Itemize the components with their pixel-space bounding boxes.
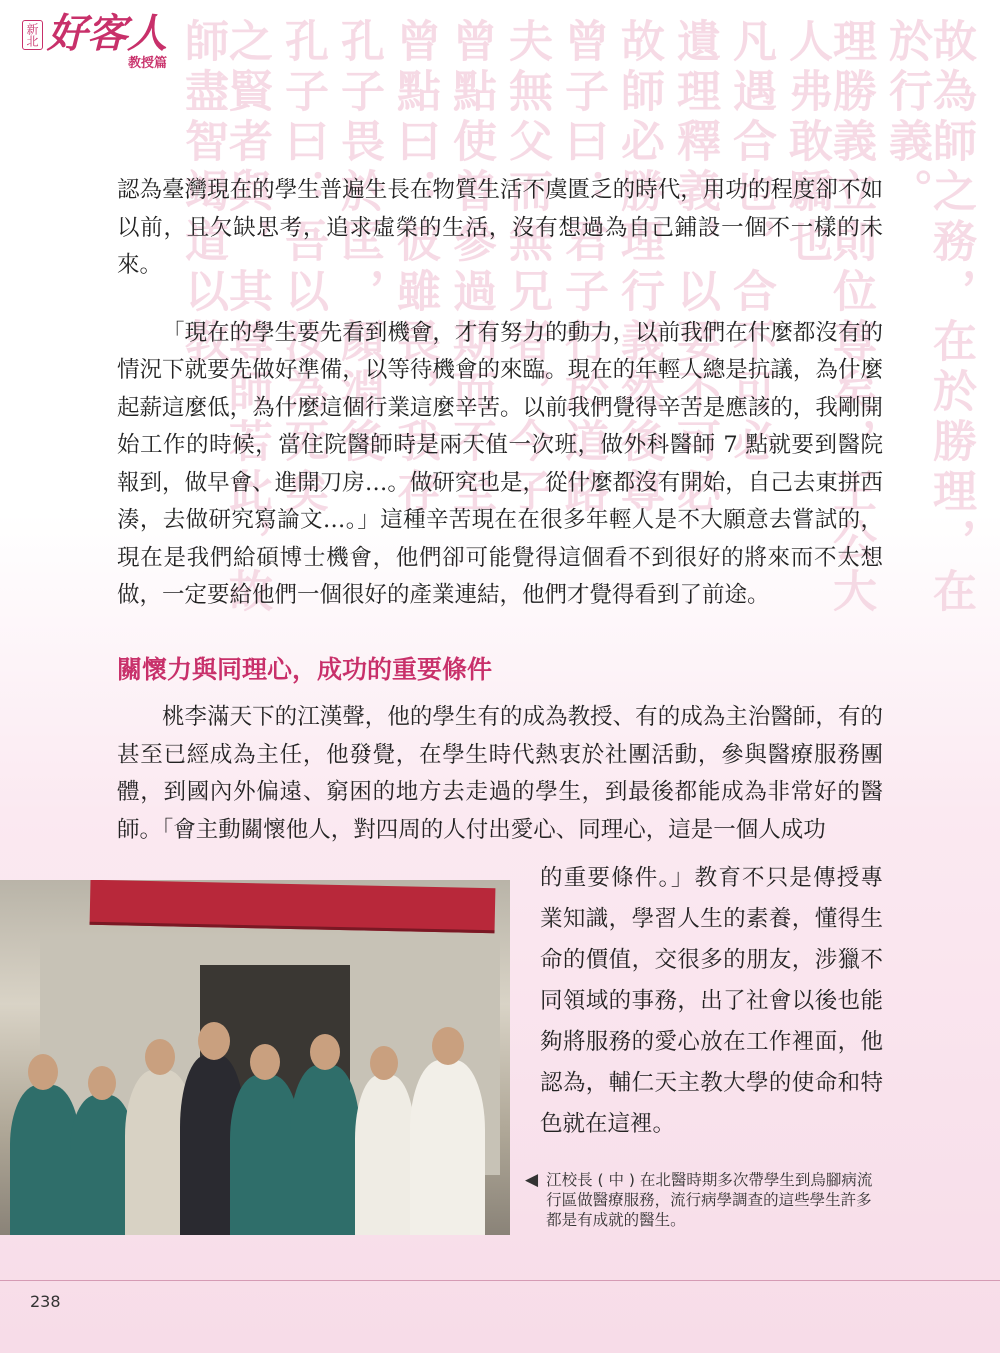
masthead-logo [22, 10, 167, 71]
masthead-section: 教授篇 [127, 56, 167, 71]
paragraph-2: 「現在的學生要先看到機會，才有努力的動力，以前我們在什麼都沒有的情況下就要先做好準備，以等待機會的來臨。現在的年輕人總是抗議，為什麼起薪這麼低，為什麼這個行業這麼辛苦。以前我們覺得辛苦是應該的，我剛開始工作的時候，當住院醫師時是兩天值一次班，做外科醫師 7 點就要到醫院報到，做早會、進開刀房…。做研究也是，從什麼都沒有開始，自己去東拼西湊，去做研究寫論文…。」這種辛苦現在在很多年輕人是不大願意去嘗試的，現在是我們給碩博士機會，他們卻可能覺得這個看不到很好的將來而不太想做，一定要給他們一個很好的產業連結，他們才覺得看到了前途。 [117, 319, 883, 608]
article-body-2 [117, 699, 883, 849]
group-photo [0, 880, 510, 1235]
article-body [117, 172, 883, 615]
watermark-column: 故師必勝理行義然後尊 [613, 18, 664, 518]
watermark-column: 遺理釋義，以要不可必 [669, 18, 720, 518]
watermark-column: 曾點曰：彼雖畏，我存 [389, 18, 440, 518]
footer-divider [0, 1280, 1000, 1281]
paragraph-3: 桃李滿天下的江漢聲，他的學生有的成為教授、有的成為主治醫師，有的甚至已經成為主任，他發覺，在學生時代熱衷於社團活動，參與醫療服務團體，到國內外偏遠、窮困的地方去走過的學生，到最後都能成為非常好的醫師。「會主動關懷他人，對四周的人付出愛心、同理心，這是一個人成功 [117, 704, 883, 843]
watermark-column: 曾點使曾參過期而不至 [445, 18, 496, 518]
watermark-column: 曾子曰：君子行於道路 [557, 18, 608, 518]
caption-text: 江校長 ( 中 ) 在北醫時期多次帶學生到烏腳病流行區做醫療服務，流行病學調查的這些學生許多都是有成就的醫生。 [546, 1171, 873, 1229]
watermark-column: 理勝義立則位尊矣，王公大人弗敢驕也 [781, 18, 876, 618]
watermark-column: 夫無父而無兄者，今子 [501, 18, 552, 518]
photo-people [0, 1005, 510, 1235]
masthead-title: 好客人 [47, 10, 167, 57]
paragraph-1: 認為臺灣現在的學生普遍生長在物質生活不虞匱乏的時代，用功的程度卻不如以前，且欠缺思考，追求虛榮的生活，沒有想過為自己鋪設一個不一樣的未來。 [117, 177, 883, 278]
watermark-column: 故為師之務，在於勝理，在於行義。 [881, 18, 976, 618]
photo-caption [525, 1170, 885, 1230]
watermark-column: 凡遇合也，合不可必 [725, 18, 776, 468]
watermark-column: 孔子曰：吾以汝為死矣 [277, 18, 328, 518]
section-heading: 關懷力與同理心，成功的重要條件 [117, 655, 493, 684]
watermark-column: 孔子畏於匡，顏淵後 [333, 18, 384, 468]
page-number: 238 [30, 1292, 61, 1311]
masthead-sub: 新北 [22, 20, 43, 50]
paragraph-3-continued: 的重要條件。」教育不只是傳授專業知識，學習人生的素養，懂得生命的價值，交很多的朋友，涉獵不同領域的事務，出了社會以後也能夠將服務的愛心放在工作裡面，他認為，輔仁天主教大學的使命和特色就在這裡。 [540, 865, 883, 1137]
caption-arrow-icon: ◀ [525, 1170, 539, 1190]
watermark-column: 之賢者與，其尊師若此，故師盡智竭道以教 [177, 18, 272, 618]
photo-banner [90, 880, 496, 933]
